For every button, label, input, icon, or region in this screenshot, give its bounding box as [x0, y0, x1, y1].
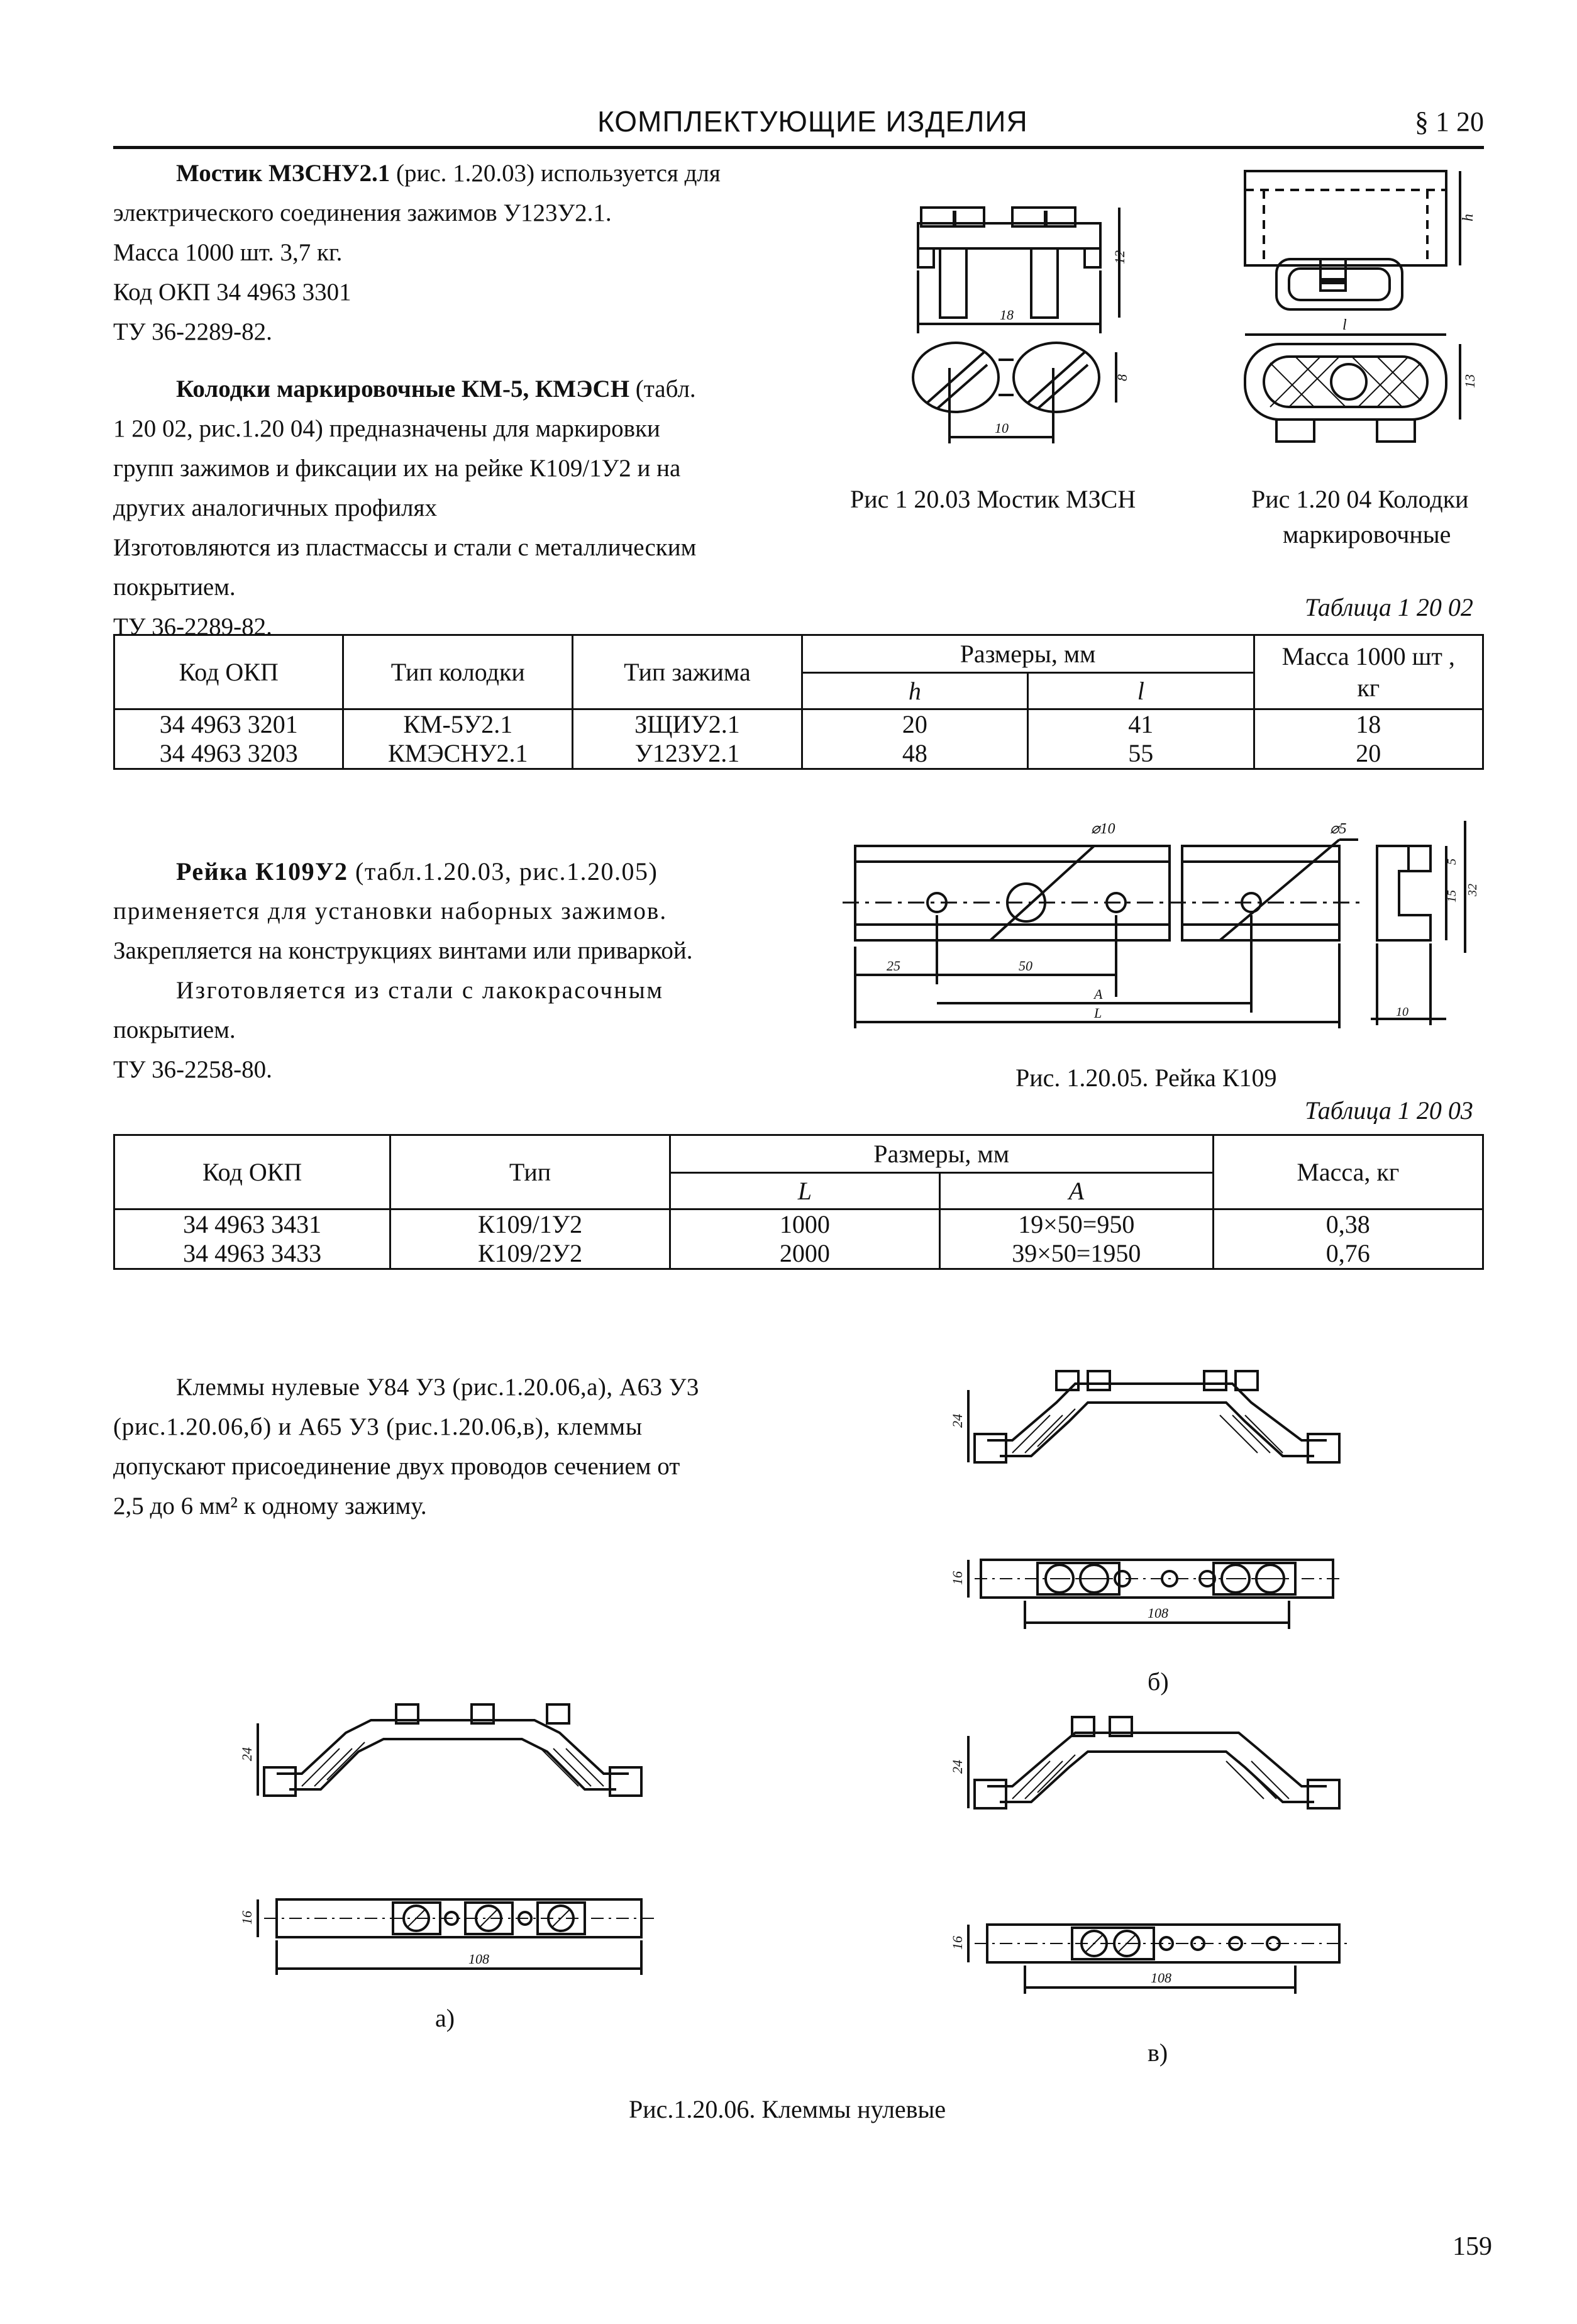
caption-fig-1-20-03: Рис 1 20.03 Мостик МЗСН: [850, 485, 1136, 513]
th-l: l: [1028, 673, 1254, 709]
klemma-v-dim-108: 108: [1151, 1970, 1171, 1986]
caption-fig-1-20-05: Рис. 1.20.05. Рейка К109: [1015, 1064, 1277, 1092]
klemma-v-hatch: [1012, 1755, 1289, 1952]
cell-l-1: 55: [1128, 739, 1154, 767]
mostik-line1: [176, 154, 721, 193]
reika-dim-15: 15: [1445, 890, 1459, 903]
mostik-name: Мостик МЗСНУ2.1: [176, 160, 390, 187]
reika-line1: [176, 852, 658, 891]
th-h: h: [802, 673, 1027, 709]
klemma-b-dim-108: 108: [1148, 1605, 1168, 1621]
mostik-dim-18: 18: [1000, 307, 1014, 323]
reika-dim-L: L: [1094, 1005, 1102, 1021]
cell-mass: [1254, 709, 1483, 769]
cell-type-kol-0: КМ-5У2.1: [403, 710, 513, 738]
th-mass-line1: Масса 1000 шт ,: [1281, 642, 1455, 670]
th-mass-line2: кг: [1357, 673, 1380, 702]
caption-fig-1-20-06: Рис.1.20.06. Клеммы нулевые: [629, 2095, 946, 2123]
cell-okp-1: 34 4963 3203: [159, 739, 298, 767]
cell-type: [390, 1209, 670, 1269]
kolodki-line2: 1 20 02, рис.1.20 04) предназначены для маркировки: [113, 415, 660, 442]
klemmy-line2: (рис.1.20.06,б) и А65 У3 (рис.1.20.06,в), клеммы: [113, 1413, 643, 1440]
reika-name: Рейка К109У2: [176, 857, 348, 886]
figure-mostik: [880, 182, 1144, 459]
reika-dim-50: 50: [1019, 958, 1032, 974]
caption-fig-1-20-04-line1: Рис 1.20 04 Колодки: [1251, 485, 1469, 513]
cell-type-kol-1: КМЭСНУ2.1: [387, 739, 528, 767]
header-title: КОМПЛЕКТУЮЩИЕ ИЗДЕЛИЯ: [597, 105, 1028, 138]
reika-dim-A: A: [1094, 986, 1103, 1002]
cell-okp: [114, 709, 343, 769]
cell-type-zaz-0: ЗЩИУ2.1: [634, 710, 740, 738]
cell-type-kol: [343, 709, 573, 769]
cell-h-0: 20: [902, 710, 927, 738]
klemma-b-dim-24: 24: [949, 1414, 965, 1428]
reika-line5: покрытием.: [113, 1016, 236, 1043]
klemma-b-dim-16: 16: [949, 1571, 965, 1585]
figure-klemma-v: [949, 1711, 1402, 2013]
th-dims: Размеры, мм: [802, 635, 1254, 673]
cell-okp-0: 34 4963 3431: [183, 1210, 322, 1238]
reika-line3: Закрепляется на конструкциях винтами или приваркой.: [113, 937, 693, 964]
cell-mass: [1213, 1209, 1483, 1269]
klemmy-line3: допускают присоединение двух проводов сечением от: [113, 1453, 680, 1480]
th-type-kolodki: Тип колодки: [343, 635, 573, 709]
cell-h: [802, 709, 1027, 769]
cell-A: [940, 1209, 1214, 1269]
header-section: § 1 20: [1415, 106, 1484, 137]
cell-h-1: 48: [902, 739, 927, 767]
kolodki-line6: покрытием.: [113, 574, 236, 601]
reika-dim-25: 25: [887, 958, 900, 974]
th-A: A: [940, 1173, 1214, 1209]
reika-dim-5: 5: [1445, 859, 1459, 865]
th-okp: Код ОКП: [114, 635, 343, 709]
caption-table-1-20-03: Таблица 1 20 03: [1305, 1096, 1473, 1125]
klemma-a-dim-16: 16: [239, 1911, 255, 1925]
reika-tu: ТУ 36-2258-80.: [113, 1056, 272, 1083]
reika-line1-rest: (табл.1.20.03, рис.1.20.05): [348, 857, 658, 886]
mostik-okp: Код ОКП 34 4963 3301: [113, 279, 351, 306]
caption-fig-1-20-04-line2: маркировочные: [1283, 520, 1451, 548]
th-L: L: [670, 1173, 939, 1209]
mostik-dim-12: 12: [1112, 250, 1127, 264]
kolodki-line5: Изготовляются из пластмассы и стали с металлическим: [113, 534, 697, 561]
kolodki-dim-13: 13: [1462, 374, 1478, 388]
table-row: [114, 1209, 1483, 1269]
klemma-v-drawing: [949, 1711, 1402, 2013]
mostik-line2: электрического соединения зажимов У123У2.1.: [113, 199, 612, 226]
label-b: б): [1148, 1667, 1169, 1696]
klemma-b-hatch: [1012, 1409, 1283, 1579]
cell-type-0: К109/1У2: [477, 1210, 583, 1238]
klemmy-line4: 2,5 до 6 мм² к одному зажиму.: [113, 1493, 427, 1520]
reika-line4: Изготовляется из стали с лакокрасочным: [176, 977, 664, 1004]
cell-type-1: К109/2У2: [477, 1239, 583, 1267]
kolodki-tu: ТУ 36-2289-82.: [113, 613, 272, 640]
label-v: в): [1148, 2038, 1168, 2067]
cell-L-1: 2000: [779, 1239, 830, 1267]
reika-dim-32: 32: [1466, 884, 1480, 896]
figure-kolodki: [1232, 165, 1497, 460]
cell-A-1: 39×50=1950: [1012, 1239, 1141, 1267]
cell-mass-0: 0,38: [1325, 1210, 1370, 1238]
mostik-mass: Масса 1000 шт. 3,7 кг.: [113, 239, 343, 266]
mostik-drawing: [880, 182, 1144, 459]
cell-mass-1: 20: [1356, 739, 1381, 767]
figure-klemma-a: [239, 1698, 679, 2000]
mostik-tu: ТУ 36-2289-82.: [113, 318, 272, 345]
cell-okp-0: 34 4963 3201: [159, 710, 298, 738]
figure-klemma-b: [949, 1352, 1402, 1642]
kolodki-drawing: [1232, 165, 1497, 460]
klemmy-line1: Клеммы нулевые У84 У3 (рис.1.20.06,а), А63 У3: [176, 1374, 699, 1401]
th-type-zazhima: Тип зажима: [573, 635, 802, 709]
klemma-a-drawing: [239, 1698, 679, 2000]
reika-dim-10: 10: [1396, 1005, 1408, 1019]
kolodki-line3: групп зажимов и фиксации их на рейке К109/1У2 и на: [113, 455, 681, 482]
cell-mass-0: 18: [1356, 710, 1381, 738]
reika-d10: ⌀10: [1091, 821, 1115, 837]
th-type: Тип: [390, 1135, 670, 1209]
th-dims: Размеры, мм: [670, 1135, 1213, 1173]
cell-type-zaz: [573, 709, 802, 769]
cell-type-zaz-1: У123У2.1: [634, 739, 740, 767]
th-mass: Масса, кг: [1213, 1135, 1483, 1209]
reika-line2: применяется для установки наборных зажимов.: [113, 898, 668, 925]
table-1-20-02: [113, 634, 1484, 770]
page-header: [113, 101, 1484, 149]
klemma-v-dim-24: 24: [949, 1760, 965, 1774]
cell-L: [670, 1209, 939, 1269]
caption-table-1-20-02: Таблица 1 20 02: [1305, 593, 1473, 621]
mostik-dim-8: 8: [1114, 374, 1130, 381]
cell-mass-1: 0,76: [1325, 1239, 1370, 1267]
kolodki-name: Колодки маркировочные КМ-5, КМЭСН: [176, 375, 630, 403]
cell-l: [1028, 709, 1254, 769]
cell-okp: [114, 1209, 390, 1269]
label-a: а): [435, 2004, 455, 2032]
klemma-v-dim-16: 16: [949, 1936, 965, 1950]
cell-okp-1: 34 4963 3433: [183, 1239, 322, 1267]
mostik-dim-10: 10: [995, 420, 1009, 436]
klemma-a-dim-24: 24: [239, 1747, 255, 1761]
cell-A-0: 19×50=950: [1018, 1210, 1135, 1238]
figure-reika: [843, 808, 1484, 1041]
cell-L-0: 1000: [779, 1210, 830, 1238]
kolodki-line4: других аналогичных профилях: [113, 494, 437, 521]
kolodki-line1: [176, 370, 696, 409]
page-number: 159: [1452, 2232, 1492, 2261]
th-okp: Код ОКП: [114, 1135, 390, 1209]
mostik-line1-rest: (рис. 1.20.03) используется для: [390, 160, 721, 187]
klemma-b-drawing: [949, 1352, 1402, 1642]
kolodki-dim-h: h: [1460, 214, 1476, 221]
klemma-a-dim-108: 108: [468, 1951, 489, 1967]
th-mass: [1254, 635, 1483, 709]
kolodki-dim-l: l: [1342, 317, 1347, 333]
reika-drawing: [843, 808, 1484, 1041]
reika-d5: ⌀5: [1330, 821, 1347, 837]
cell-l-0: 41: [1128, 710, 1154, 738]
table-row: [114, 709, 1483, 769]
table-1-20-03: [113, 1134, 1484, 1270]
kolodki-line1-rest: (табл.: [629, 375, 696, 403]
